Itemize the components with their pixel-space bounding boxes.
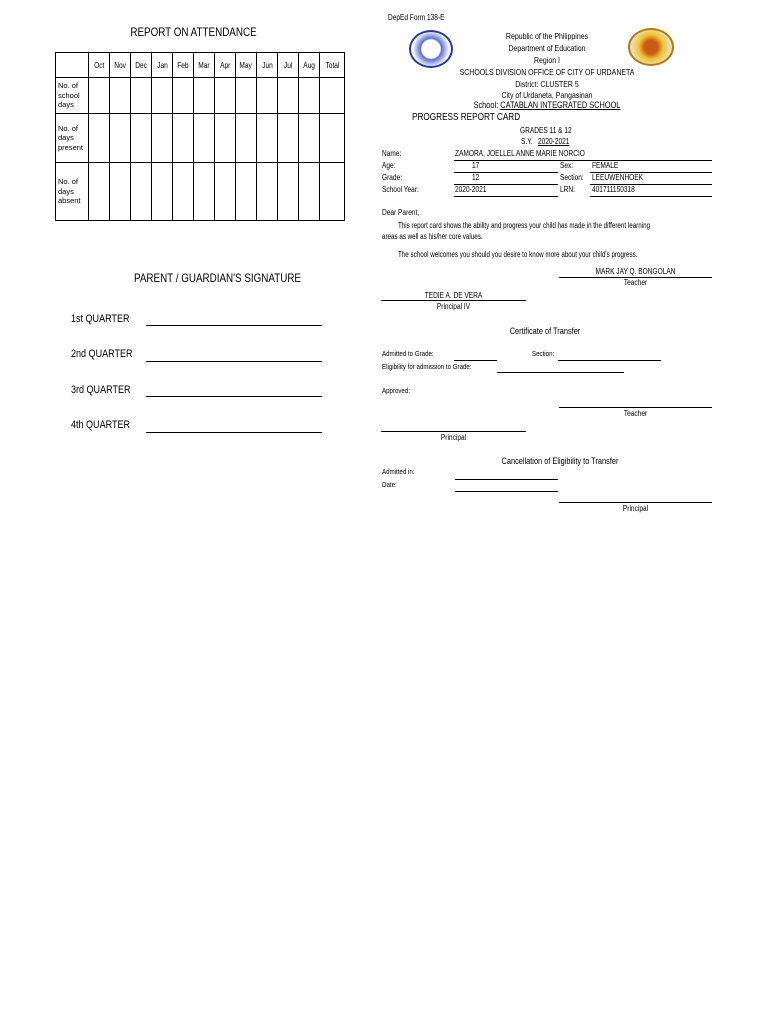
school-year-underline: [454, 196, 558, 197]
month-header: Jul: [278, 53, 299, 78]
table-cell: [299, 114, 320, 163]
table-cell: [257, 78, 278, 114]
table-cell: [131, 114, 152, 163]
quarter-4-signature-line[interactable]: [146, 432, 322, 433]
table-cell: [173, 114, 194, 163]
sex-label: Sex:: [560, 161, 574, 170]
approved-label: Approved:: [382, 386, 411, 395]
table-cell: [215, 163, 236, 221]
school-days-row: [56, 78, 345, 114]
letter-paragraph-1b: areas as well as his/her core values.: [382, 232, 483, 241]
table-cell: [173, 163, 194, 221]
table-cell: [278, 114, 299, 163]
principal-name: TEDIE A. DE VERA: [424, 291, 483, 300]
table-cell: [89, 114, 110, 163]
transfer-section-label: Section:: [532, 349, 555, 358]
table-cell: [152, 114, 173, 163]
month-header: Aug: [299, 53, 320, 78]
table-cell: [236, 78, 257, 114]
grade-label: Grade:: [382, 173, 403, 182]
lrn-underline: [590, 196, 712, 197]
date-label: Date:: [382, 480, 397, 489]
quarter-3-signature-line[interactable]: [146, 396, 322, 397]
month-header: Mar: [194, 53, 215, 78]
days-present-row: [56, 114, 345, 163]
transfer-teacher-role: Teacher: [623, 409, 648, 418]
school-line: [404, 100, 691, 110]
age-label: Age:: [382, 161, 396, 170]
age-underline: [454, 172, 558, 173]
grades-text: GRADES 11 & 12: [520, 126, 572, 135]
department-text: Department of Education: [508, 43, 586, 53]
signature-title: PARENT / GUARDIAN'S SIGNATURE: [134, 271, 301, 285]
table-cell: [131, 163, 152, 221]
table-cell: [320, 163, 345, 221]
eligibility-label: Eligibility for admission to Grade:: [382, 362, 472, 371]
name-underline: [454, 160, 712, 161]
table-cell: [299, 163, 320, 221]
month-header: Apr: [215, 53, 236, 78]
table-cell: [194, 163, 215, 221]
transfer-section-line[interactable]: [558, 360, 661, 361]
student-school-year: 2020-2021: [455, 185, 487, 194]
month-header: Dec: [131, 53, 152, 78]
letter-paragraph-1a: This report card shows the ability and progress your child has made in the different learning: [398, 221, 651, 230]
table-cell: [110, 163, 131, 221]
days-absent-row: [56, 163, 345, 221]
admitted-grade-label: Admitted to Grade:: [382, 349, 434, 358]
row-label: No. of days absent: [56, 163, 89, 221]
transfer-principal-role: Principal: [440, 433, 467, 442]
form-number: DepEd Form 138-E: [388, 13, 445, 22]
attendance-title: REPORT ON ATTENDANCE: [130, 25, 257, 39]
cancellation-principal-line[interactable]: [559, 502, 712, 503]
table-cell: [236, 114, 257, 163]
transfer-title: Certificate of Transfer: [509, 326, 581, 336]
month-header: Feb: [173, 53, 194, 78]
table-cell: [215, 78, 236, 114]
letter-paragraph-2: The school welcomes you should you desire to know more about your child's progress.: [398, 250, 638, 259]
division-text: SCHOOLS DIVISION OFFICE OF CITY OF URDANETA: [459, 67, 635, 77]
table-cell: [236, 163, 257, 221]
quarter-3-label: 3rd QUARTER: [71, 384, 131, 396]
month-header: Jun: [257, 53, 278, 78]
region-text: Region I: [534, 55, 560, 65]
table-cell: [131, 78, 152, 114]
table-cell: [173, 78, 194, 114]
student-sex: FEMALE: [592, 161, 619, 170]
salutation: Dear Parent,: [382, 208, 420, 217]
quarter-1-label: 1st QUARTER: [71, 313, 130, 325]
table-cell: [194, 78, 215, 114]
school-year-label: School Year:: [382, 185, 419, 194]
quarter-2-signature-line[interactable]: [146, 361, 322, 362]
table-cell: [299, 78, 320, 114]
month-header: Oct: [89, 53, 110, 78]
row-label: No. of days present: [56, 114, 89, 163]
admitted-in-label: Admitted in:: [382, 467, 415, 476]
teacher-name: MARK JAY Q. BONGOLAN: [595, 267, 676, 276]
month-header: Jan: [152, 53, 173, 78]
table-cell: [152, 163, 173, 221]
table-cell: [194, 114, 215, 163]
student-section: LEEUWENHOEK: [592, 173, 644, 182]
table-cell: [89, 78, 110, 114]
section-label: Section:: [560, 173, 584, 182]
attendance-corner-cell: [56, 53, 89, 78]
table-cell: [110, 78, 131, 114]
table-cell: [257, 114, 278, 163]
table-cell: [110, 114, 131, 163]
month-header: May: [236, 53, 257, 78]
admitted-grade-line[interactable]: [454, 360, 497, 361]
cancellation-principal-role: Principal: [622, 504, 649, 513]
quarter-1-signature-line[interactable]: [146, 325, 322, 326]
attendance-table: [55, 52, 345, 221]
table-cell: [320, 114, 345, 163]
month-header: Nov: [110, 53, 131, 78]
republic-text: Republic of the Philippines: [505, 31, 589, 41]
table-cell: [89, 163, 110, 221]
student-lrn: 401711150318: [592, 185, 635, 194]
city-text: City of Urdaneta, Pangasinan: [501, 90, 593, 100]
quarter-4-label: 4th QUARTER: [71, 419, 130, 431]
table-cell: [215, 114, 236, 163]
total-header: Total: [320, 53, 345, 78]
table-cell: [320, 78, 345, 114]
cancellation-title: Cancellation of Eligibility to Transfer: [501, 456, 619, 466]
school-year-header: [521, 137, 569, 146]
eligibility-line[interactable]: [497, 372, 624, 373]
student-name: ZAMORA, JOELLEL ANNE MARIE NORCIO: [455, 149, 585, 158]
school-name: CATABLAN INTEGRATED SCHOOL: [500, 100, 621, 110]
name-label: Name:: [382, 149, 402, 158]
student-grade: 12: [472, 173, 480, 182]
transfer-principal-line[interactable]: [381, 431, 526, 432]
school-label: School:: [473, 100, 499, 110]
quarter-2-label: 2nd QUARTER: [71, 348, 133, 360]
table-cell: [278, 163, 299, 221]
table-cell: [152, 78, 173, 114]
date-line[interactable]: [455, 491, 558, 492]
admitted-in-line[interactable]: [455, 479, 558, 480]
lrn-label: LRN:: [560, 185, 575, 194]
teacher-role: Teacher: [623, 278, 648, 287]
student-age: 17: [472, 161, 480, 170]
sy-value: 2020-2021: [538, 137, 570, 146]
transfer-teacher-line[interactable]: [559, 407, 712, 408]
row-label: No. of school days: [56, 78, 89, 114]
district-text: District: CLUSTER 5: [515, 79, 579, 89]
principal-signature-line: [381, 300, 526, 301]
card-title: PROGRESS REPORT CARD: [412, 112, 521, 123]
table-cell: [257, 163, 278, 221]
sy-label: S.Y.: [521, 137, 533, 146]
principal-role: Principal IV: [436, 302, 471, 311]
attendance-header-row: [56, 53, 345, 78]
table-cell: [278, 78, 299, 114]
